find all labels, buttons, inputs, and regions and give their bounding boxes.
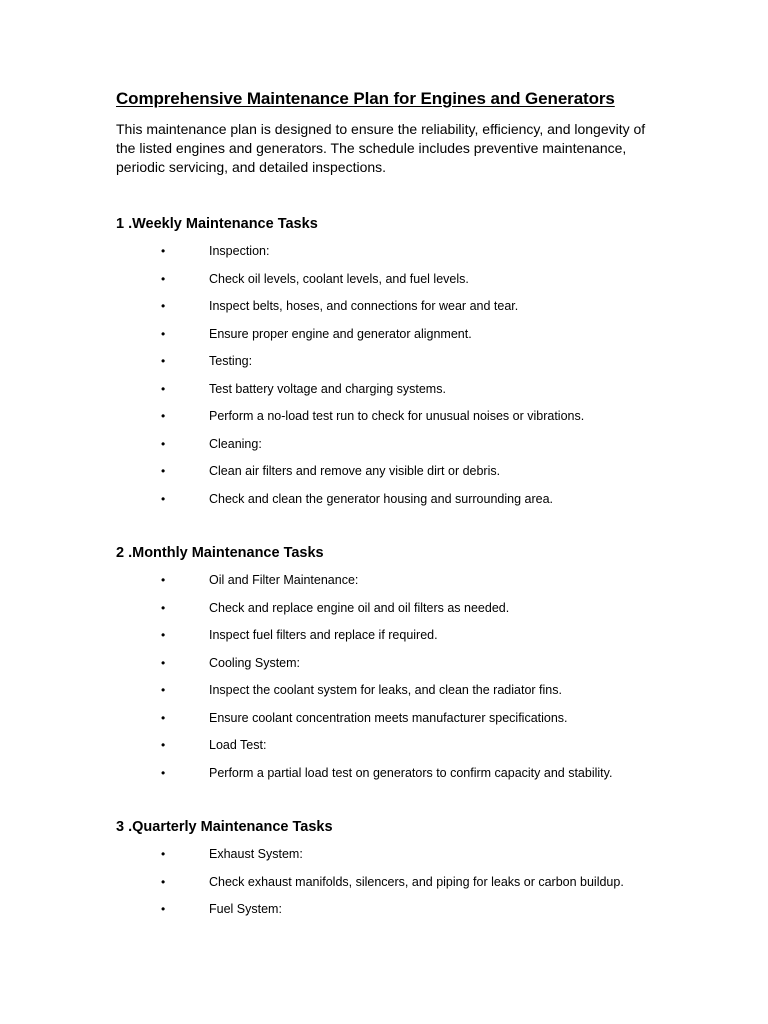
section-heading: 1 .Weekly Maintenance Tasks — [116, 216, 318, 232]
list-item-text: Inspection: — [209, 244, 270, 258]
bullet-icon: • — [161, 299, 166, 313]
list-item — [116, 571, 658, 599]
list-item-text: Check and clean the generator housing and surrounding area. — [209, 491, 553, 506]
bullet-icon: • — [161, 874, 166, 889]
list-item-text: Test battery voltage and charging systems. — [209, 381, 446, 396]
list-item-text: Perform a partial load test on generators to confirm capacity and stability. — [209, 765, 613, 780]
list-item-text: Exhaust System: — [209, 847, 303, 861]
list-item — [116, 380, 658, 408]
list-item-text: Ensure proper engine and generator alignment. — [209, 326, 472, 341]
list-item-text: Cooling System: — [209, 655, 301, 670]
bullet-icon: • — [161, 491, 166, 506]
bullet-icon: • — [161, 381, 166, 396]
list-item — [116, 599, 658, 627]
list-item-text: Check and replace engine oil and oil filters as needed. — [209, 600, 510, 615]
intro-paragraph: This maintenance plan is designed to ensure the reliability, efficiency, and longevity of the listed engines and generators. The schedule includes preventive maintenance, periodic servicing, and detailed inspections. — [116, 121, 646, 175]
list-item-text: Oil and Filter Maintenance: — [209, 573, 359, 587]
list-item-text: Fuel System: — [209, 902, 282, 916]
bullet-icon: • — [161, 683, 166, 697]
bullet-icon: • — [161, 847, 166, 861]
list-item — [116, 873, 658, 901]
bullet-icon: • — [161, 573, 166, 587]
section-heading: 2 .Monthly Maintenance Tasks — [116, 545, 324, 561]
section-weekly — [116, 215, 658, 517]
document-title: Comprehensive Maintenance Plan for Engines and Generators — [116, 89, 615, 108]
bullet-icon: • — [161, 628, 166, 642]
bullet-icon: • — [161, 409, 166, 423]
bullet-icon: • — [161, 738, 166, 752]
list-item-text: Testing: — [209, 354, 253, 368]
bullet-icon: • — [161, 655, 166, 670]
task-list — [116, 571, 658, 791]
list-item-text: Cleaning: — [209, 436, 262, 451]
bullet-icon: • — [161, 765, 166, 780]
list-item-text: Check oil levels, coolant levels, and fuel levels. — [209, 271, 469, 286]
list-item-text: Inspect the coolant system for leaks, and clean the radiator fins. — [209, 683, 562, 697]
list-item — [116, 845, 658, 873]
section-quarterly — [116, 818, 658, 928]
bullet-icon: • — [161, 710, 166, 725]
bullet-icon: • — [161, 354, 166, 368]
list-item — [116, 242, 658, 270]
bullet-icon: • — [161, 436, 166, 451]
list-item — [116, 900, 658, 928]
list-item — [116, 490, 658, 518]
list-item-text: Inspect fuel filters and replace if required. — [209, 628, 438, 642]
list-item-text: Inspect belts, hoses, and connections for wear and tear. — [209, 299, 519, 313]
list-item — [116, 407, 658, 435]
list-item — [116, 764, 658, 792]
task-list — [116, 242, 658, 517]
bullet-icon: • — [161, 600, 166, 615]
list-item — [116, 352, 658, 380]
list-item — [116, 654, 658, 682]
bullet-icon: • — [161, 464, 166, 478]
list-item-text: Perform a no-load test run to check for unusual noises or vibrations. — [209, 409, 585, 423]
list-item — [116, 709, 658, 737]
bullet-icon: • — [161, 271, 166, 286]
task-list — [116, 845, 658, 928]
bullet-icon: • — [161, 244, 166, 258]
bullet-icon: • — [161, 326, 166, 341]
list-item — [116, 462, 658, 490]
section-heading: 3 .Quarterly Maintenance Tasks — [116, 819, 333, 835]
list-item-text: Load Test: — [209, 738, 267, 752]
list-item — [116, 435, 658, 463]
list-item — [116, 681, 658, 709]
list-item — [116, 736, 658, 764]
bullet-icon: • — [161, 902, 166, 916]
list-item-text: Check exhaust manifolds, silencers, and piping for leaks or carbon buildup. — [209, 874, 624, 889]
list-item-text: Ensure coolant concentration meets manufacturer specifications. — [209, 710, 568, 725]
list-item — [116, 325, 658, 353]
list-item — [116, 270, 658, 298]
list-item-text: Clean air filters and remove any visible dirt or debris. — [209, 464, 501, 478]
section-monthly — [116, 544, 658, 791]
list-item — [116, 626, 658, 654]
list-item — [116, 297, 658, 325]
